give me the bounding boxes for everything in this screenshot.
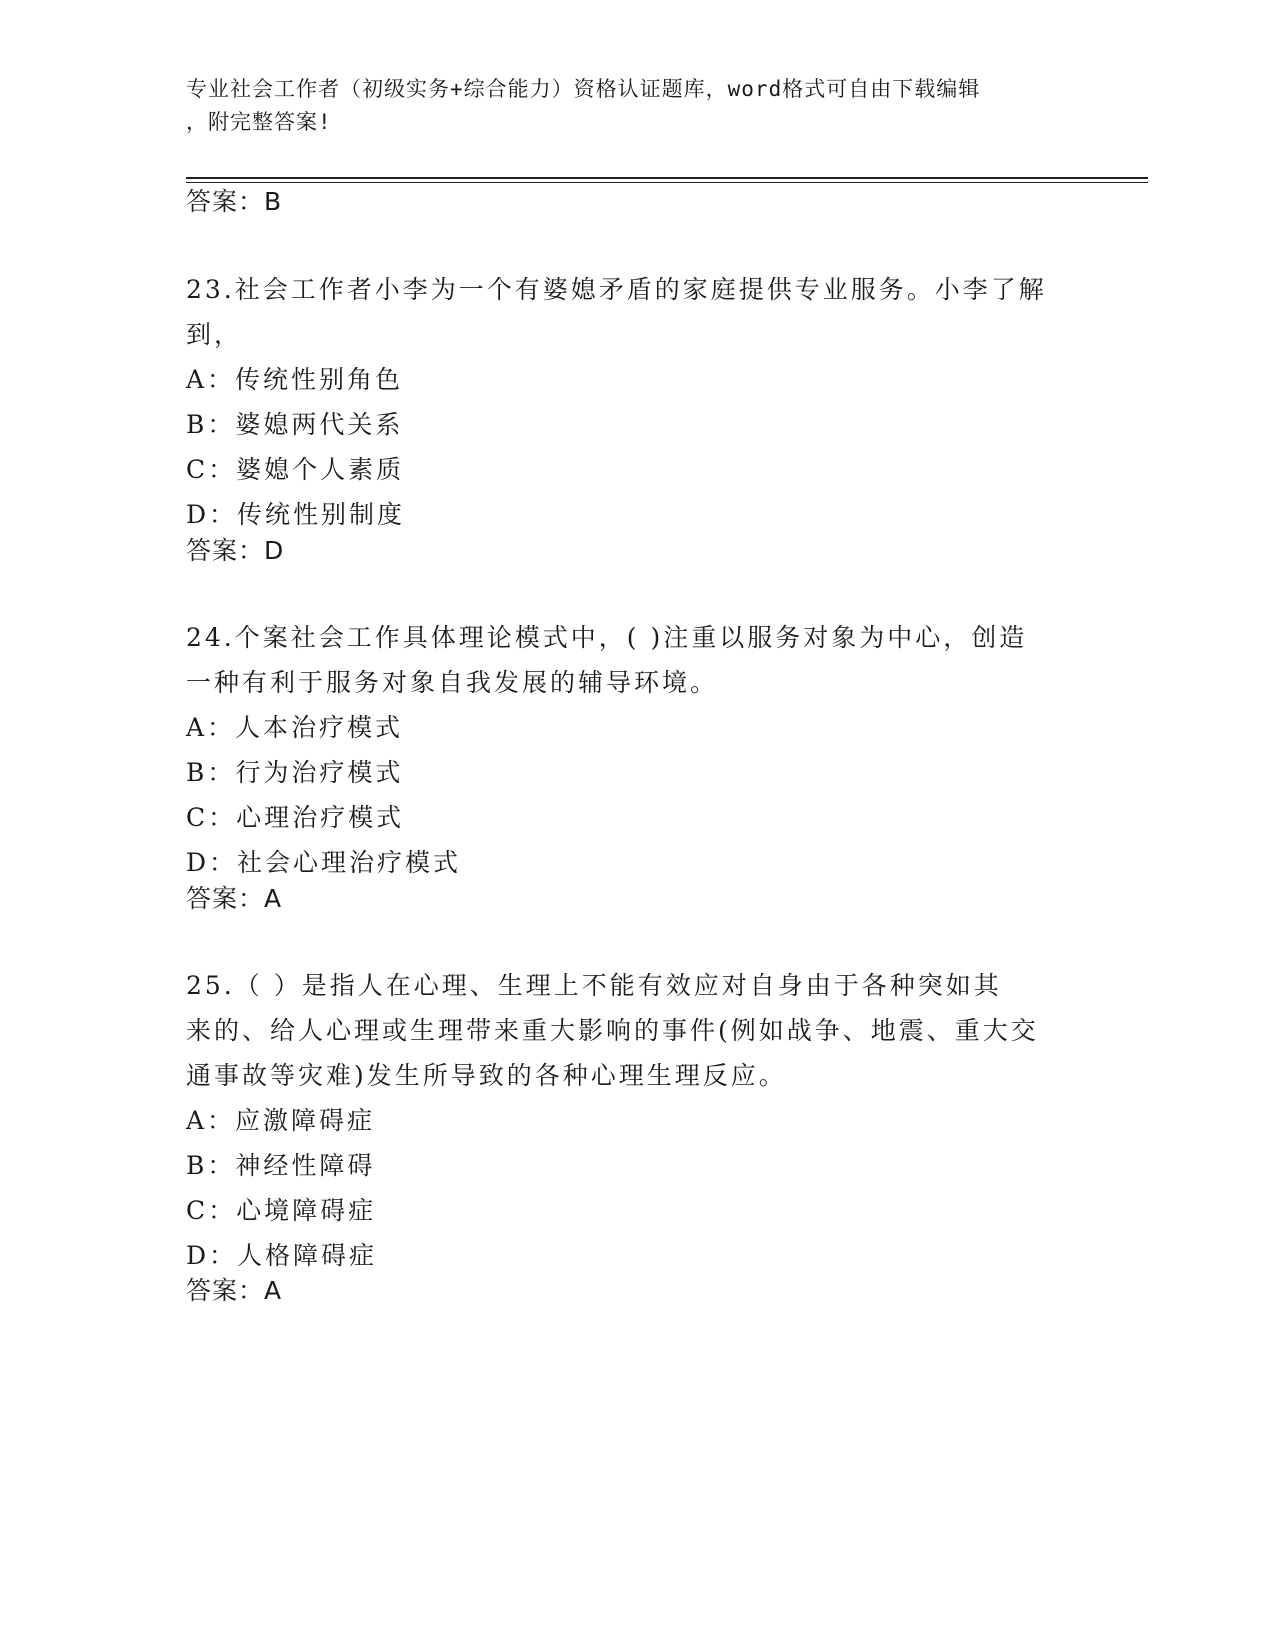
question-25 xyxy=(186,963,1086,1278)
answer-previous: 答案：B xyxy=(186,187,283,216)
option-d: D：传统性别制度 xyxy=(186,500,406,529)
option-b: B：神经性障碍 xyxy=(186,1151,376,1180)
option-a: A：传统性别角色 xyxy=(186,365,404,394)
question-stem: 23.社会工作者小李为一个有婆媳矛盾的家庭提供专业服务。小李了解 到， xyxy=(186,275,1047,349)
option-a: A：应激障碍症 xyxy=(186,1106,376,1135)
question-23 xyxy=(186,267,1086,537)
option-a: A：人本治疗模式 xyxy=(186,713,404,742)
option-c: C：心境障碍症 xyxy=(186,1196,377,1225)
header-rule-thin xyxy=(186,182,1148,183)
question-stem: 25.（ ）是指人在心理、生理上不能有效应对自身由于各种突如其 来的、给人心理或生理带来重大影响的事件(例如战争、地震、重大交 通事故等灾难)发生所导致的各种心理生理反应。 xyxy=(186,971,1039,1090)
question-24 xyxy=(186,615,1086,885)
answer-23: 答案：D xyxy=(186,536,285,565)
answer-24: 答案：A xyxy=(186,884,283,913)
option-c: C：心理治疗模式 xyxy=(186,803,405,832)
option-b: B：婆媳两代关系 xyxy=(186,410,404,439)
option-d: D：人格障碍症 xyxy=(186,1241,378,1270)
header-rule-thick xyxy=(186,177,1148,179)
option-c: C：婆媳个人素质 xyxy=(186,455,405,484)
option-d: D：社会心理治疗模式 xyxy=(186,848,462,877)
document-header: 专业社会工作者（初级实务+综合能力）资格认证题库，word格式可自由下载编辑 ，附完整答案! xyxy=(186,77,981,134)
option-b: B：行为治疗模式 xyxy=(186,758,404,787)
answer-25: 答案：A xyxy=(186,1276,283,1305)
question-stem: 24.个案社会工作具体理论模式中，( )注重以服务对象为中心，创造 一种有利于服务对象自我发展的辅导环境。 xyxy=(186,623,1028,697)
